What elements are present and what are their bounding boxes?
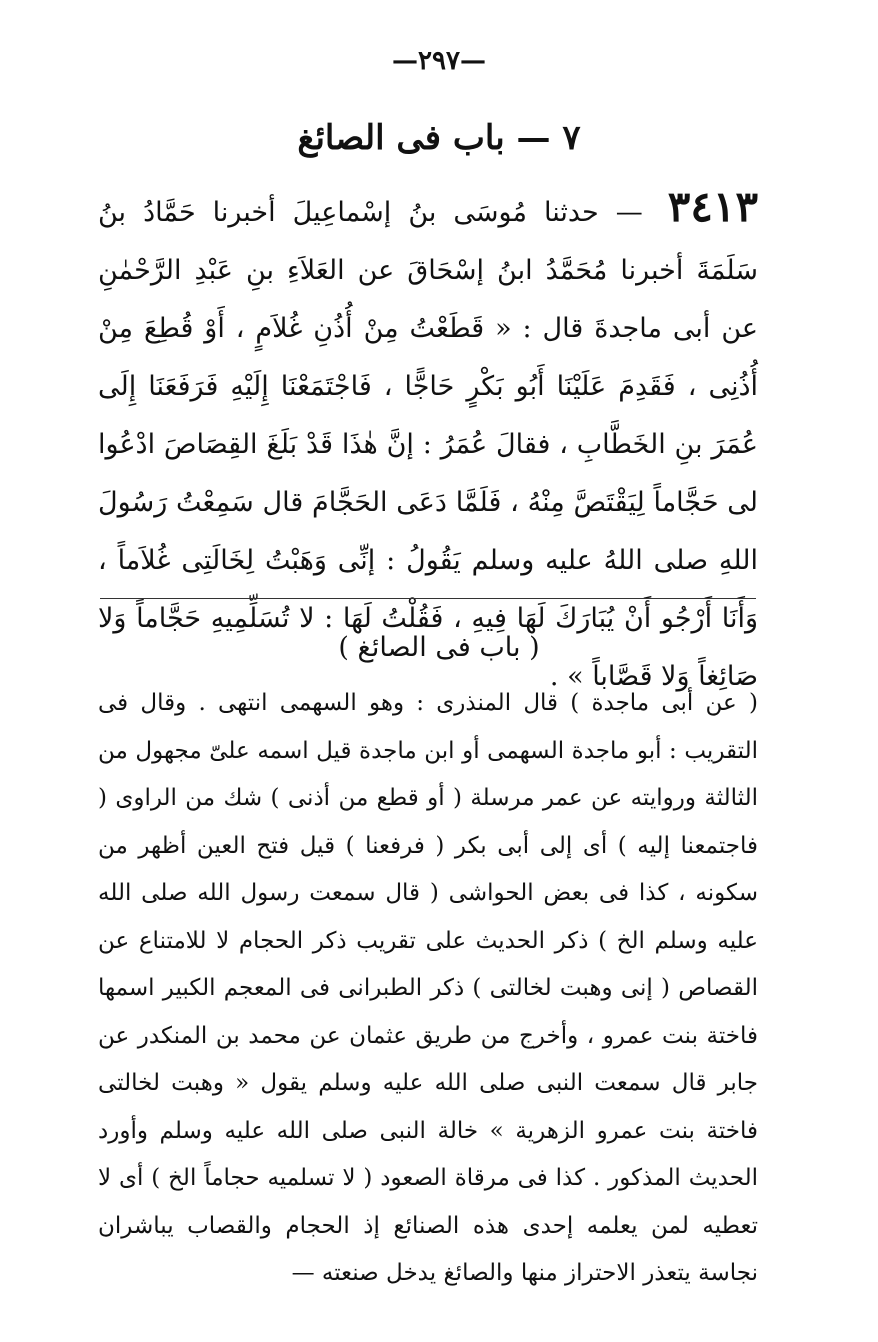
hadith-body: — حدثنا مُوسَى بنُ إسْماعِيلَ أخبرنا حَمَّادُ بنُ سَلَمَةَ أخبرنا مُحَمَّدُ ابنُ إسْحَاقَ عن العَلاَءِ بنِ عَبْدِ الرَّحْمٰنِ عن أبى ماجدةَ قال : « قَطَعْتُ مِنْ أُذُنِ غُلاَمٍ ، أَوْ قُطِعَ مِنْ أُذُنِى ، فَقَدِمَ عَلَيْنَا أَبُو بَكْرٍ حَاجًّا ، فَاجْتَمَعْنَا إِلَيْهِ فَرَفَعَنَا إِلَى عُمَرَ بنِ الخَطَّابِ ، فقالَ عُمَرُ : إنَّ هٰذَا قَدْ بَلَغَ القِصَاصَ ادْعُوا لى حَجَّاماً لِيَقْتَصَّ مِنْهُ ، فَلَمَّا دَعَى الحَجَّامَ قال سَمِعْتُ رَسُولَ اللهِ صلى اللهُ عليه وسلم يَقُولُ : إنِّى وَهَبْتُ لِخَالَتِى غُلاَماً ، وَأَنَا أَرْجُو أَنْ يُبَارَكَ لَهَا فِيهِ ، فَقُلْتُ لَهَا : لا تُسَلِّمِيهِ حَجَّاماً وَلا صَائِغاً وَلا قَصَّاباً » .: [98, 197, 758, 692]
commentary-body: ( عن أبى ماجدة ) قال المنذرى : وهو السهمى انتهى . وقال فى التقريب : أبو ماجدة السهمى أو ابن ماجدة قيل اسمه علىّ مجهول من الثالثة وروايته عن عمر مرسلة ( أو قطع من أذنى ) شك من الراوى ( فاجتمعنا إليه ) أى إلى أبى بكر ( فرفعنا ) قيل فتح العين أظهر من سكونه ، كذا فى بعض الحواشى ( قال سمعت رسول الله صلى الله عليه وسلم الخ ) ذكر الحديث على تقريب ذكر الحجام لا للامتناع عن القصاص ( إنى وهبت لخالتى ) ذكر الطبرانى فى المعجم الكبير اسمها فاختة بنت عمرو ، وأخرج من طريق عثمان عن محمد بن المنكدر عن جابر قال سمعت النبى صلى الله عليه وسلم يقول « وهبت لخالتى فاختة بنت عمرو الزهرية » خالة النبى صلى الله عليه وسلم وأورد الحديث المذكور . كذا فى مرقاة الصعود ( لا تسلميه حجاماً الخ ) أى لا تعطيه لمن يعلمه إحدى هذه الصنائع إذ الحجام والقصاب يباشران نجاسة يتعذر الاحتراز منها والصائغ يدخل صنعته —: [98, 690, 758, 1286]
commentary-title: ( باب فى الصائغ ): [338, 632, 540, 663]
hadith-text-block: [98, 178, 758, 706]
page-number: —٢٩٧—: [392, 46, 486, 76]
section-divider: [100, 598, 756, 599]
hadith-number: ٣٤١٣: [667, 182, 758, 231]
chapter-title: ٧ — باب فى الصائغ: [297, 118, 581, 158]
